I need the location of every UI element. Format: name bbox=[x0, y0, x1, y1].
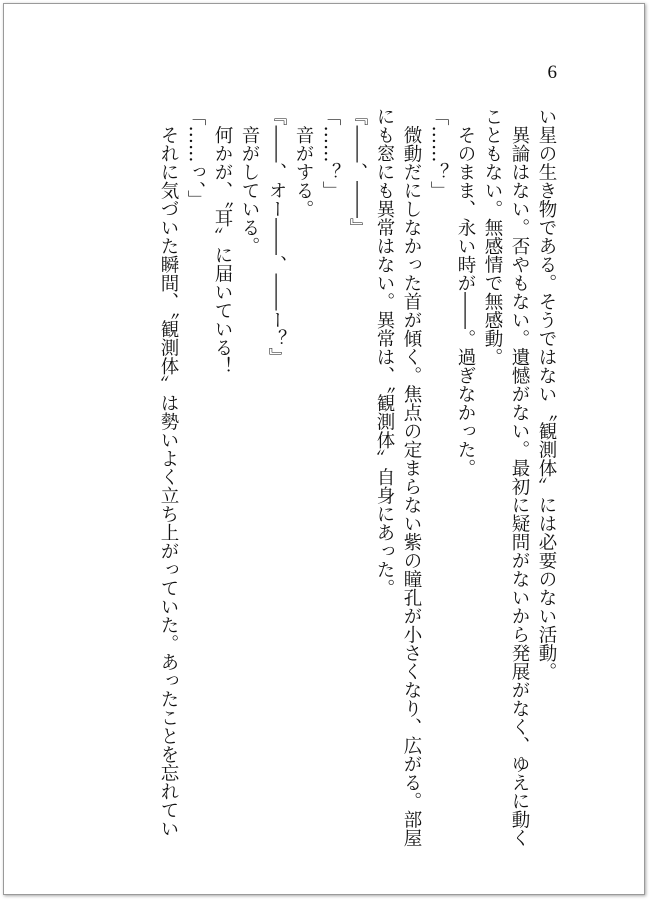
text-line: 『――、――』 bbox=[347, 107, 368, 237]
text-line: い星の生き物である。そうではない〝観測体〟には必要のない活動。 bbox=[536, 107, 557, 681]
book-page bbox=[3, 3, 645, 895]
text-line: こともない。無感情で無感動。 bbox=[482, 107, 503, 366]
text-line: それに気づいた瞬間、〝観測体〟は勢いよく立ち上がっていた。あったことを忘れてい bbox=[158, 107, 179, 838]
vertical-text-block bbox=[155, 107, 560, 847]
text-line: 「……っ、」 bbox=[185, 107, 206, 209]
text-line: そのまま、永い時が――。過ぎなかった。 bbox=[455, 107, 476, 477]
text-line: 何かが、〝耳〟に届いている！ bbox=[212, 107, 233, 376]
text-line: 「……？」 bbox=[320, 107, 341, 200]
text-line: 異論はない。否やもない。遺憾がない。最初に疑問がないから発展がなく、ゆえに動く bbox=[509, 107, 530, 847]
text-line: にも窓にも異常はない。異常は、〝観測体〟自身にあった。 bbox=[374, 107, 395, 598]
page-number: 6 bbox=[547, 62, 557, 83]
text-line: 『――、オー――、――ー？』 bbox=[266, 107, 287, 366]
text-line: 音がしている。 bbox=[239, 107, 260, 255]
text-line: 音がする。 bbox=[293, 107, 314, 218]
text-line: 微動だにしなかった首が傾く。焦点の定まらない紫の瞳孔が小さくなり、広がる。部屋 bbox=[401, 107, 422, 847]
text-line: 「……？」 bbox=[428, 107, 449, 200]
